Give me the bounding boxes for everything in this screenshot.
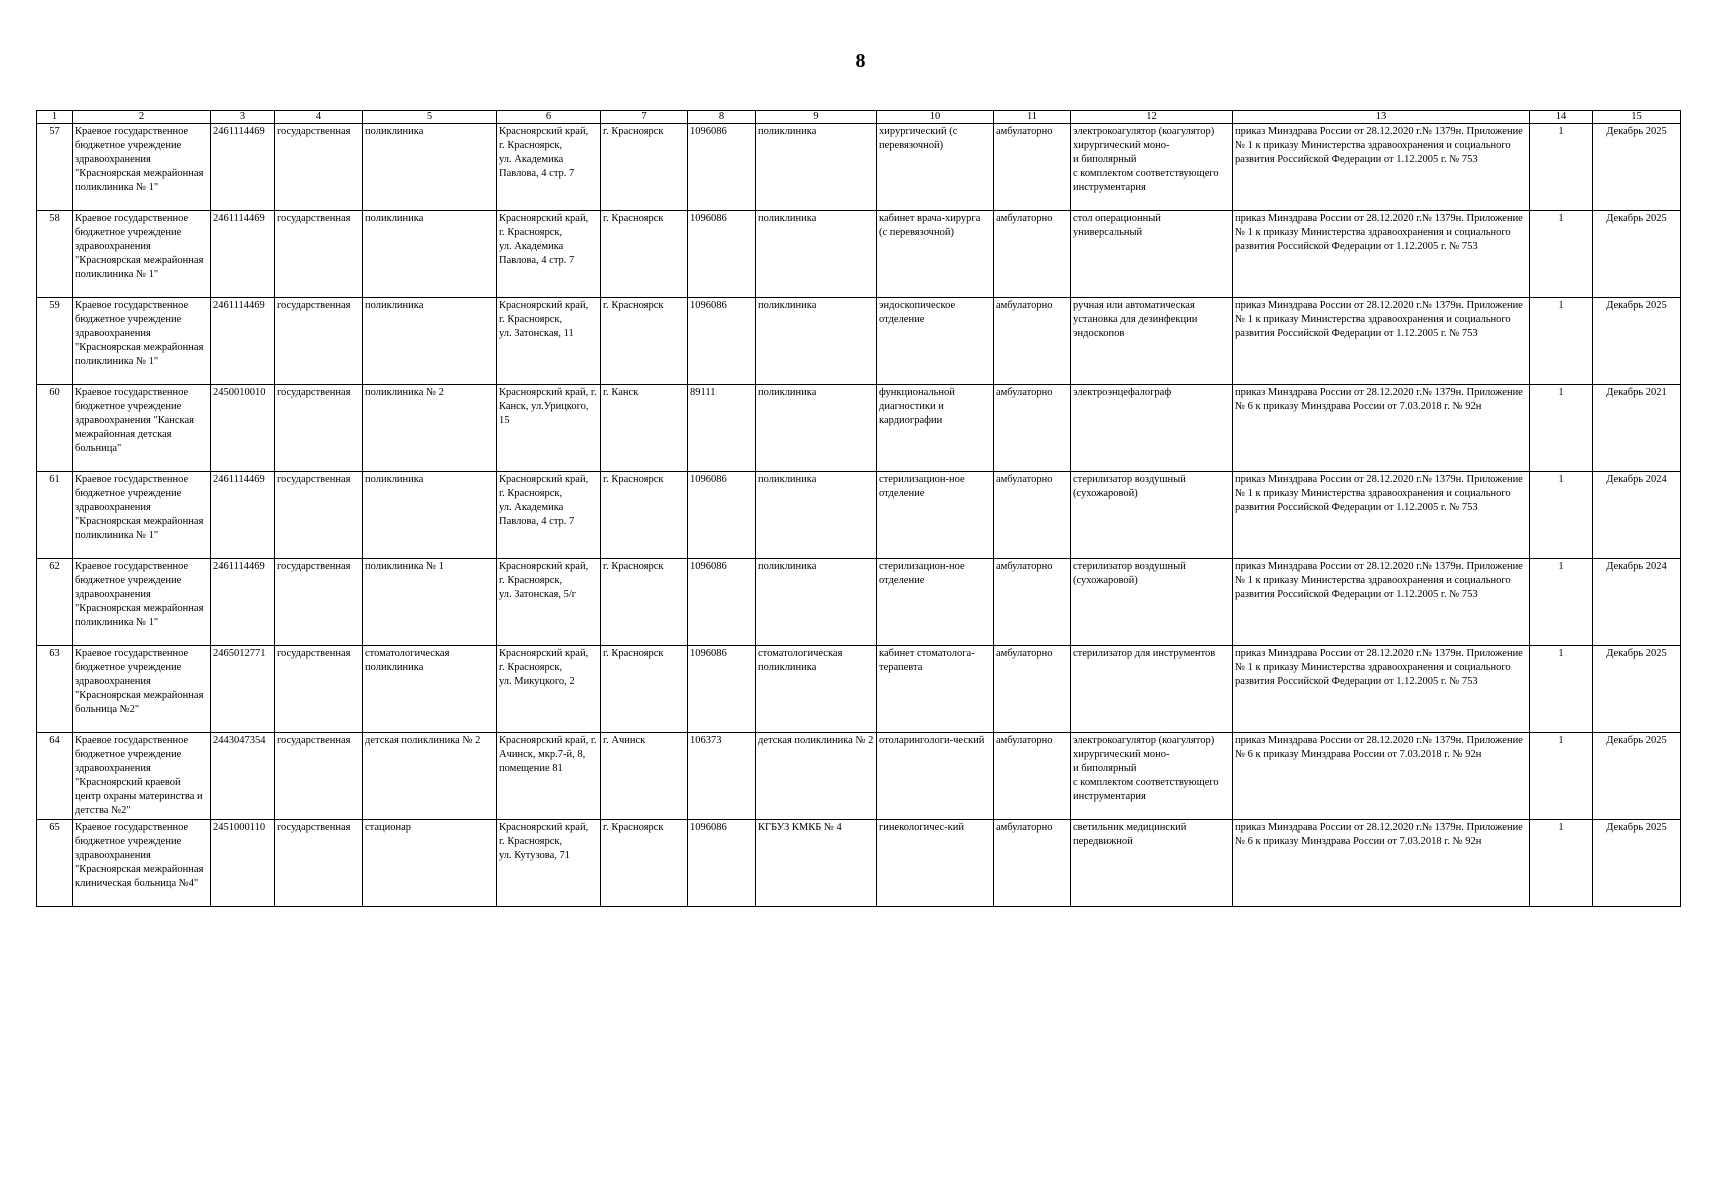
column-number: 10 (877, 111, 994, 124)
oktmo-code: 1096086 (688, 124, 756, 211)
quantity: 1 (1530, 385, 1593, 472)
address: Красноярский край, г. Красноярск, ул. Затонская, 5/г (497, 559, 601, 646)
row-number: 60 (37, 385, 73, 472)
department: кабинет стоматолога-терапевта (877, 646, 994, 733)
equipment-name: стерилизатор воздушный (сухожаровой) (1071, 559, 1233, 646)
column-number: 11 (994, 111, 1071, 124)
quantity: 1 (1530, 298, 1593, 385)
equipment-name: светильник медицинский передвижной (1071, 820, 1233, 907)
locality: г. Красноярск (601, 559, 688, 646)
ownership-form: государственная (275, 298, 363, 385)
subdivision: поликлиника (363, 472, 497, 559)
address: Красноярский край, г. Красноярск, ул. Затонская, 11 (497, 298, 601, 385)
equipment-name: электрокоагулятор (коагулятор) хирургический моно- и биполярный с комплектом соответствующего инструментария (1071, 733, 1233, 820)
address: Красноярский край, г. Красноярск, ул. Академика Павлова, 4 стр. 7 (497, 211, 601, 298)
equipment-name: стерилизатор для инструментов (1071, 646, 1233, 733)
column-number: 6 (497, 111, 601, 124)
address: Красноярский край, г. Ачинск, мкр.7-й, 8, помещение 81 (497, 733, 601, 820)
subdivision: поликлиника (363, 298, 497, 385)
facility-type: стоматологическая поликлиника (756, 646, 877, 733)
table-row (37, 733, 1681, 820)
department: эндоскопическое отделение (877, 298, 994, 385)
due-date: Декабрь 2024 (1593, 559, 1681, 646)
row-number: 61 (37, 472, 73, 559)
ownership-form: государственная (275, 559, 363, 646)
oktmo-code: 106373 (688, 733, 756, 820)
facility-type: поликлиника (756, 298, 877, 385)
inn: 2465012771 (211, 646, 275, 733)
care-mode: амбулаторно (994, 472, 1071, 559)
row-number: 59 (37, 298, 73, 385)
column-number-row (37, 111, 1681, 124)
quantity: 1 (1530, 472, 1593, 559)
column-number: 13 (1233, 111, 1530, 124)
oktmo-code: 1096086 (688, 298, 756, 385)
column-number: 2 (73, 111, 211, 124)
quantity: 1 (1530, 820, 1593, 907)
department: хирургический (с перевязочной) (877, 124, 994, 211)
oktmo-code: 1096086 (688, 646, 756, 733)
locality: г. Красноярск (601, 646, 688, 733)
table-row (37, 559, 1681, 646)
column-number: 1 (37, 111, 73, 124)
care-mode: амбулаторно (994, 211, 1071, 298)
quantity: 1 (1530, 211, 1593, 298)
equipment-name: ручная или автоматическая установка для дезинфекции эндоскопов (1071, 298, 1233, 385)
subdivision: поликлиника (363, 211, 497, 298)
row-number: 62 (37, 559, 73, 646)
table-row (37, 472, 1681, 559)
ownership-form: государственная (275, 820, 363, 907)
table-row (37, 385, 1681, 472)
due-date: Декабрь 2025 (1593, 211, 1681, 298)
subdivision: детская поликлиника № 2 (363, 733, 497, 820)
due-date: Декабрь 2025 (1593, 820, 1681, 907)
legal-basis: приказ Минздрава России от 28.12.2020 г.№ 1379н. Приложение № 6 к приказу Минздрава России от 7.03.2018 г. № 92н (1233, 733, 1530, 820)
organization-name: Краевое государственное бюджетное учреждение здравоохранения "Красноярская межрайонная поликлиника № 1" (73, 472, 211, 559)
legal-basis: приказ Минздрава России от 28.12.2020 г.№ 1379н. Приложение № 1 к приказу Министерства здравоохранения и социального развития Российской Федерации от 1.12.2005 г. № 753 (1233, 646, 1530, 733)
locality: г. Красноярск (601, 124, 688, 211)
address: Красноярский край, г. Канск, ул.Урицкого, 15 (497, 385, 601, 472)
due-date: Декабрь 2025 (1593, 646, 1681, 733)
equipment-name: электроэнцефалограф (1071, 385, 1233, 472)
oktmo-code: 89111 (688, 385, 756, 472)
due-date: Декабрь 2021 (1593, 385, 1681, 472)
column-number: 7 (601, 111, 688, 124)
due-date: Декабрь 2025 (1593, 298, 1681, 385)
department: функциональной диагностики и кардиографии (877, 385, 994, 472)
subdivision: поликлиника (363, 124, 497, 211)
department: гинекологичес-кий (877, 820, 994, 907)
row-number: 58 (37, 211, 73, 298)
column-number: 15 (1593, 111, 1681, 124)
locality: г. Красноярск (601, 298, 688, 385)
legal-basis: приказ Минздрава России от 28.12.2020 г.№ 1379н. Приложение № 1 к приказу Министерства здравоохранения и социального развития Российской Федерации от 1.12.2005 г. № 753 (1233, 211, 1530, 298)
organization-name: Краевое государственное бюджетное учреждение здравоохранения "Красноярская межрайонная поликлиника № 1" (73, 298, 211, 385)
address: Красноярский край, г. Красноярск, ул. Академика Павлова, 4 стр. 7 (497, 472, 601, 559)
locality: г. Канск (601, 385, 688, 472)
equipment-name: стол операционный универсальный (1071, 211, 1233, 298)
legal-basis: приказ Минздрава России от 28.12.2020 г.№ 1379н. Приложение № 6 к приказу Минздрава России от 7.03.2018 г. № 92н (1233, 820, 1530, 907)
care-mode: амбулаторно (994, 124, 1071, 211)
inn: 2461114469 (211, 124, 275, 211)
address: Красноярский край, г. Красноярск, ул. Кутузова, 71 (497, 820, 601, 907)
table-row (37, 820, 1681, 907)
ownership-form: государственная (275, 646, 363, 733)
inn: 2451000110 (211, 820, 275, 907)
department: стерилизацион-ное отделение (877, 472, 994, 559)
column-number: 3 (211, 111, 275, 124)
ownership-form: государственная (275, 211, 363, 298)
ownership-form: государственная (275, 733, 363, 820)
inn: 2461114469 (211, 298, 275, 385)
column-number: 12 (1071, 111, 1233, 124)
subdivision: поликлиника № 2 (363, 385, 497, 472)
equipment-name: электрокоагулятор (коагулятор) хирургический моно- и биполярный с комплектом соответствующего инструментария (1071, 124, 1233, 211)
inn: 2461114469 (211, 472, 275, 559)
legal-basis: приказ Минздрава России от 28.12.2020 г.№ 1379н. Приложение № 1 к приказу Министерства здравоохранения и социального развития Российской Федерации от 1.12.2005 г. № 753 (1233, 472, 1530, 559)
facility-type: поликлиника (756, 211, 877, 298)
oktmo-code: 1096086 (688, 559, 756, 646)
facility-type: поликлиника (756, 124, 877, 211)
table-row (37, 211, 1681, 298)
due-date: Декабрь 2024 (1593, 472, 1681, 559)
quantity: 1 (1530, 559, 1593, 646)
oktmo-code: 1096086 (688, 820, 756, 907)
table-row (37, 298, 1681, 385)
due-date: Декабрь 2025 (1593, 124, 1681, 211)
organization-name: Краевое государственное бюджетное учреждение здравоохранения "Красноярская межрайонная поликлиника № 1" (73, 211, 211, 298)
organization-name: Краевое государственное бюджетное учреждение здравоохранения "Красноярский краевой центр охраны материнства и детства №2" (73, 733, 211, 820)
organization-name: Краевое государственное бюджетное учреждение здравоохранения "Красноярская межрайонная клиническая больница №4" (73, 820, 211, 907)
legal-basis: приказ Минздрава России от 28.12.2020 г.№ 1379н. Приложение № 1 к приказу Министерства здравоохранения и социального развития Российской Федерации от 1.12.2005 г. № 753 (1233, 124, 1530, 211)
legal-basis: приказ Минздрава России от 28.12.2020 г.№ 1379н. Приложение № 1 к приказу Министерства здравоохранения и социального развития Российской Федерации от 1.12.2005 г. № 753 (1233, 559, 1530, 646)
ownership-form: государственная (275, 124, 363, 211)
quantity: 1 (1530, 646, 1593, 733)
organization-name: Краевое государственное бюджетное учреждение здравоохранения "Канская межрайонная детская больница" (73, 385, 211, 472)
care-mode: амбулаторно (994, 559, 1071, 646)
facility-type: поликлиника (756, 559, 877, 646)
facility-type: поликлиника (756, 472, 877, 559)
facility-type: поликлиника (756, 385, 877, 472)
inn: 2461114469 (211, 559, 275, 646)
address: Красноярский край, г. Красноярск, ул. Микуцкого, 2 (497, 646, 601, 733)
inn: 2450010010 (211, 385, 275, 472)
table-body (37, 124, 1681, 907)
locality: г. Ачинск (601, 733, 688, 820)
row-number: 57 (37, 124, 73, 211)
table-row (37, 124, 1681, 211)
subdivision: стационар (363, 820, 497, 907)
subdivision: стоматологическая поликлиника (363, 646, 497, 733)
inn: 2443047354 (211, 733, 275, 820)
care-mode: амбулаторно (994, 385, 1071, 472)
care-mode: амбулаторно (994, 820, 1071, 907)
row-number: 64 (37, 733, 73, 820)
column-number: 9 (756, 111, 877, 124)
care-mode: амбулаторно (994, 298, 1071, 385)
ownership-form: государственная (275, 385, 363, 472)
locality: г. Красноярск (601, 472, 688, 559)
facility-type: детская поликлиника № 2 (756, 733, 877, 820)
oktmo-code: 1096086 (688, 472, 756, 559)
table-row (37, 646, 1681, 733)
address: Красноярский край, г. Красноярск, ул. Академика Павлова, 4 стр. 7 (497, 124, 601, 211)
subdivision: поликлиника № 1 (363, 559, 497, 646)
column-number: 8 (688, 111, 756, 124)
facility-type: КГБУЗ КМКБ № 4 (756, 820, 877, 907)
legal-basis: приказ Минздрава России от 28.12.2020 г.№ 1379н. Приложение № 1 к приказу Министерства здравоохранения и социального развития Российской Федерации от 1.12.2005 г. № 753 (1233, 298, 1530, 385)
oktmo-code: 1096086 (688, 211, 756, 298)
department: стерилизацион-ное отделение (877, 559, 994, 646)
department: отоларингологи-ческий (877, 733, 994, 820)
column-number: 14 (1530, 111, 1593, 124)
column-number: 5 (363, 111, 497, 124)
locality: г. Красноярск (601, 820, 688, 907)
quantity: 1 (1530, 124, 1593, 211)
ownership-form: государственная (275, 472, 363, 559)
care-mode: амбулаторно (994, 646, 1071, 733)
quantity: 1 (1530, 733, 1593, 820)
organization-name: Краевое государственное бюджетное учреждение здравоохранения "Красноярская межрайонная поликлиника № 1" (73, 124, 211, 211)
equipment-table (36, 110, 1681, 907)
care-mode: амбулаторно (994, 733, 1071, 820)
locality: г. Красноярск (601, 211, 688, 298)
column-number: 4 (275, 111, 363, 124)
page-number: 8 (855, 50, 866, 72)
row-number: 65 (37, 820, 73, 907)
row-number: 63 (37, 646, 73, 733)
legal-basis: приказ Минздрава России от 28.12.2020 г.№ 1379н. Приложение № 6 к приказу Минздрава России от 7.03.2018 г. № 92н (1233, 385, 1530, 472)
inn: 2461114469 (211, 211, 275, 298)
organization-name: Краевое государственное бюджетное учреждение здравоохранения "Красноярская межрайонная больница №2" (73, 646, 211, 733)
due-date: Декабрь 2025 (1593, 733, 1681, 820)
department: кабинет врача-хирурга (с перевязочной) (877, 211, 994, 298)
equipment-name: стерилизатор воздушный (сухожаровой) (1071, 472, 1233, 559)
organization-name: Краевое государственное бюджетное учреждение здравоохранения "Красноярская межрайонная поликлиника № 1" (73, 559, 211, 646)
